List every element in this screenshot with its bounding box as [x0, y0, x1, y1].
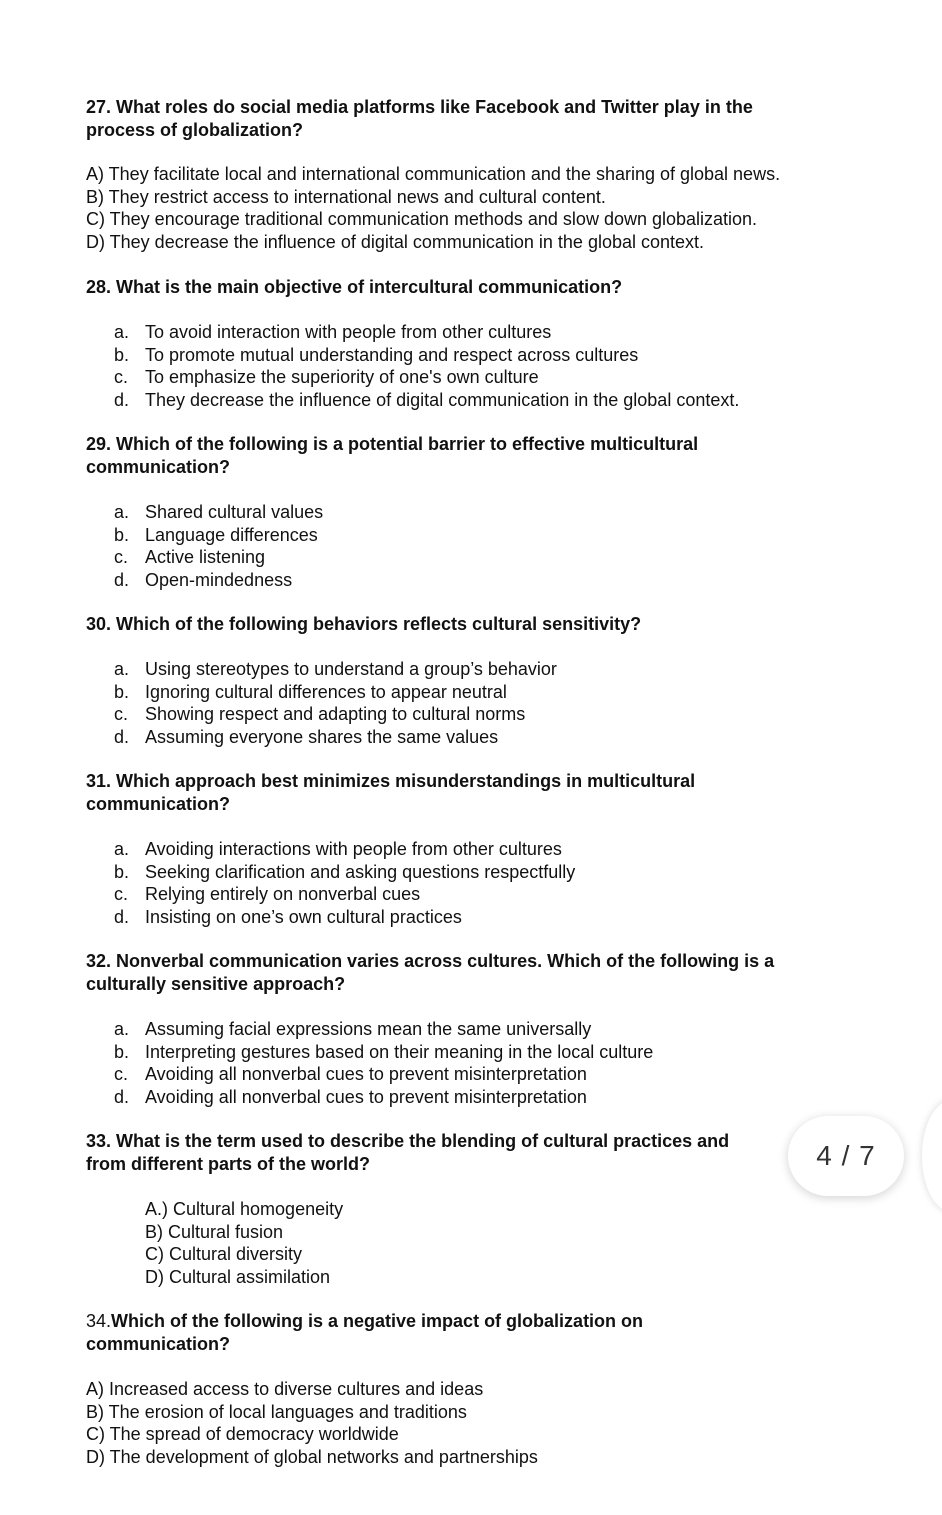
question-34-text: Which of the following is a negative impact of globalization on communication? — [86, 1311, 644, 1354]
option-text: Insisting on one’s own cultural practices — [145, 906, 462, 927]
option-text: Active listening — [145, 547, 266, 567]
question-31-options — [114, 838, 575, 928]
option — [114, 366, 739, 389]
page-indicator[interactable]: 4 / 7 — [788, 1116, 904, 1196]
option-text: Avoiding all nonverbal cues to prevent misinterpretation — [145, 1064, 587, 1084]
option — [114, 501, 323, 524]
option: D) The development of global networks and partnerships — [86, 1446, 538, 1467]
option — [114, 321, 739, 344]
option: D) They decrease the influence of digital communication in the global context. — [86, 231, 705, 252]
option — [114, 524, 323, 547]
option — [114, 883, 575, 906]
option-marker: c. — [114, 1064, 129, 1084]
option-text: Avoiding interactions with people from other cultures — [145, 839, 562, 859]
option — [114, 546, 323, 569]
option-text: Assuming everyone shares the same values — [145, 726, 499, 747]
option — [114, 861, 575, 884]
option-marker: c. — [114, 367, 129, 387]
question-34-number: 34. — [86, 1311, 112, 1331]
option-marker: d. — [114, 726, 130, 747]
option-text: Open-mindedness — [145, 569, 293, 590]
option-text: To promote mutual understanding and respect across cultures — [145, 344, 639, 365]
option-marker: b. — [114, 681, 130, 702]
option-text: Ignoring cultural differences to appear neutral — [145, 681, 507, 702]
option-marker: b. — [114, 1041, 130, 1062]
option-marker: c. — [114, 704, 129, 724]
option-text: Interpreting gestures based on their meaning in the local culture — [145, 1041, 654, 1062]
question-32-options — [114, 1018, 653, 1108]
option — [114, 389, 739, 412]
option: C) They encourage traditional communication methods and slow down globalization. — [86, 209, 758, 229]
option — [114, 569, 323, 592]
question-33-options — [145, 1198, 343, 1288]
option — [114, 726, 557, 749]
option-text: Using stereotypes to understand a group’s behavior — [145, 659, 557, 679]
option — [114, 1018, 653, 1041]
option-marker: b. — [114, 861, 130, 882]
question-30-title: 30. Which of the following behaviors reflects cultural sensitivity? — [86, 614, 642, 634]
option: A) They facilitate local and international communication and the sharing of global news. — [86, 164, 781, 184]
option-marker: c. — [114, 547, 129, 567]
option-text: To emphasize the superiority of one's own culture — [145, 367, 539, 387]
option: C) Cultural diversity — [145, 1244, 303, 1264]
option — [114, 838, 575, 861]
option — [114, 703, 557, 726]
option: B) The erosion of local languages and traditions — [86, 1401, 467, 1422]
option — [114, 344, 739, 367]
option-marker: a. — [114, 502, 130, 522]
question-29-title: 29. Which of the following is a potential barrier to effective multicultural communication? — [86, 434, 699, 477]
option — [114, 1041, 653, 1064]
option: C) The spread of democracy worldwide — [86, 1424, 399, 1444]
question-31-title: 31. Which approach best minimizes misunderstandings in multicultural communication? — [86, 771, 696, 814]
option-marker: d. — [114, 569, 130, 590]
option-marker: d. — [114, 1086, 130, 1107]
option: B) Cultural fusion — [145, 1221, 284, 1242]
option-text: Language differences — [145, 524, 318, 545]
option — [114, 906, 575, 929]
option-marker: b. — [114, 344, 130, 365]
option-marker: a. — [114, 839, 130, 859]
question-33-title: 33. What is the term used to describe the blending of cultural practices and from different parts of the world? — [86, 1131, 730, 1174]
option-text: Shared cultural values — [145, 502, 324, 522]
question-27-title: 27. What roles do social media platforms like Facebook and Twitter play in the process of globalization? — [86, 97, 753, 140]
option — [114, 681, 557, 704]
option-marker: a. — [114, 322, 130, 342]
option: D) Cultural assimilation — [145, 1266, 331, 1287]
option-text: To avoid interaction with people from other cultures — [145, 322, 552, 342]
option — [114, 658, 557, 681]
option: B) They restrict access to international news and cultural content. — [86, 186, 606, 207]
option-marker: d. — [114, 906, 130, 927]
question-34-options — [86, 1378, 538, 1468]
option-text: Avoiding all nonverbal cues to prevent misinterpretation — [145, 1086, 587, 1107]
option — [114, 1086, 653, 1109]
option: A) Increased access to diverse cultures and ideas — [86, 1379, 484, 1399]
option — [114, 1063, 653, 1086]
question-30-options — [114, 658, 557, 748]
option-marker: d. — [114, 389, 130, 410]
option-text: Assuming facial expressions mean the same universally — [145, 1019, 592, 1039]
question-29-options — [114, 501, 323, 591]
question-28-title: 28. What is the main objective of intercultural communication? — [86, 277, 623, 297]
question-34-title — [86, 1310, 846, 1356]
option-marker: a. — [114, 659, 130, 679]
option-marker: b. — [114, 524, 130, 545]
option-text: Relying entirely on nonverbal cues — [145, 884, 421, 904]
option-marker: c. — [114, 884, 129, 904]
question-27-options — [86, 163, 780, 253]
option: A.) Cultural homogeneity — [145, 1199, 344, 1219]
option-marker: a. — [114, 1019, 130, 1039]
option-text: Showing respect and adapting to cultural norms — [145, 704, 526, 724]
question-28-options — [114, 321, 739, 411]
question-32-title: 32. Nonverbal communication varies across cultures. Which of the following is a culturally sensitive approach? — [86, 951, 775, 994]
option-text: They decrease the influence of digital communication in the global context. — [145, 389, 740, 410]
option-text: Seeking clarification and asking questions respectfully — [145, 861, 576, 882]
